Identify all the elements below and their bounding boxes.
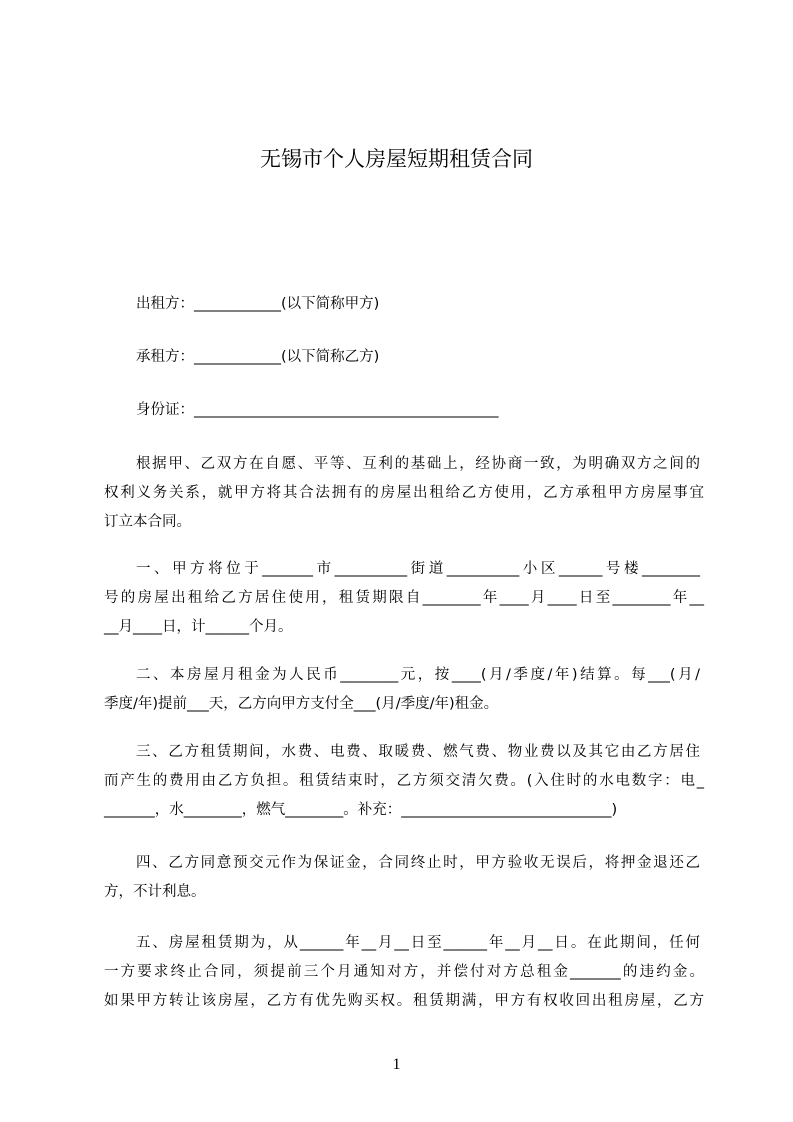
- clause-3-line-2: 而产生的费用由乙方负担。租赁结束时，乙方须交清欠费。(入住时的水电数字：电_: [104, 773, 704, 789]
- clause-4-line-1: 四、乙方同意预交元作为保证金，合同终止时，甲方验收无误后，将押金退还乙: [136, 855, 700, 871]
- preamble-line-3: 订立本合同。: [104, 514, 191, 530]
- clause-5-line-2: 一方要求终止合同，须提前三个月通知对方，并偿付对方总租金_______的违约金。: [104, 964, 704, 980]
- lessee-line: 承租方：____________(以下简称乙方): [136, 349, 380, 365]
- clause-1-line-1: 一、甲方将位于_______市__________街道__________小区______号楼________: [136, 561, 700, 577]
- clause-1-line-3: __月____日，计______个月。: [104, 619, 293, 635]
- clause-2-line-2: 季度/年)提前___天，乙方向甲方支付全___(月/季度/年)租金。: [104, 696, 499, 712]
- document-title: 无锡市个人房屋短期租赁合同: [260, 147, 533, 171]
- preamble-line-1: 根据甲、乙双方在自愿、平等、互利的基础上，经协商一致，为明确双方之间的: [136, 456, 700, 472]
- lessor-line: 出租方：____________(以下简称甲方): [136, 296, 380, 312]
- preamble-line-2: 权利义务关系，就甲方将其合法拥有的房屋出租给乙方使用，乙方承租甲方房屋事宜: [104, 485, 704, 501]
- clause-3-line-1: 三、乙方租赁期间，水费、电费、取暖费、燃气费、物业费以及其它由乙方居住: [136, 744, 700, 760]
- page-number: 1: [392, 1056, 401, 1073]
- clause-5-line-1: 五、房屋租赁期为，从______年__月__日至______年__月__日。在此期间，任何: [136, 935, 700, 951]
- clause-3-line-3: _______，水________，燃气________。补充：_____________________________): [104, 802, 618, 818]
- clause-4-line-2: 方，不计利息。: [104, 884, 206, 900]
- clause-2-line-1: 二、本房屋月租金为人民币________元，按____(月/季度/年)结算。每___(月/: [136, 667, 700, 683]
- clause-1-line-2: 号的房屋出租给乙方居住使用，租赁期限自________年____月____日至________年__: [104, 590, 704, 606]
- clause-5-line-3: 如果甲方转让该房屋，乙方有优先购买权。租赁期满，甲方有权收回出租房屋，乙方: [104, 993, 704, 1009]
- id-card-line: 身份证：__________________________________________: [136, 402, 499, 418]
